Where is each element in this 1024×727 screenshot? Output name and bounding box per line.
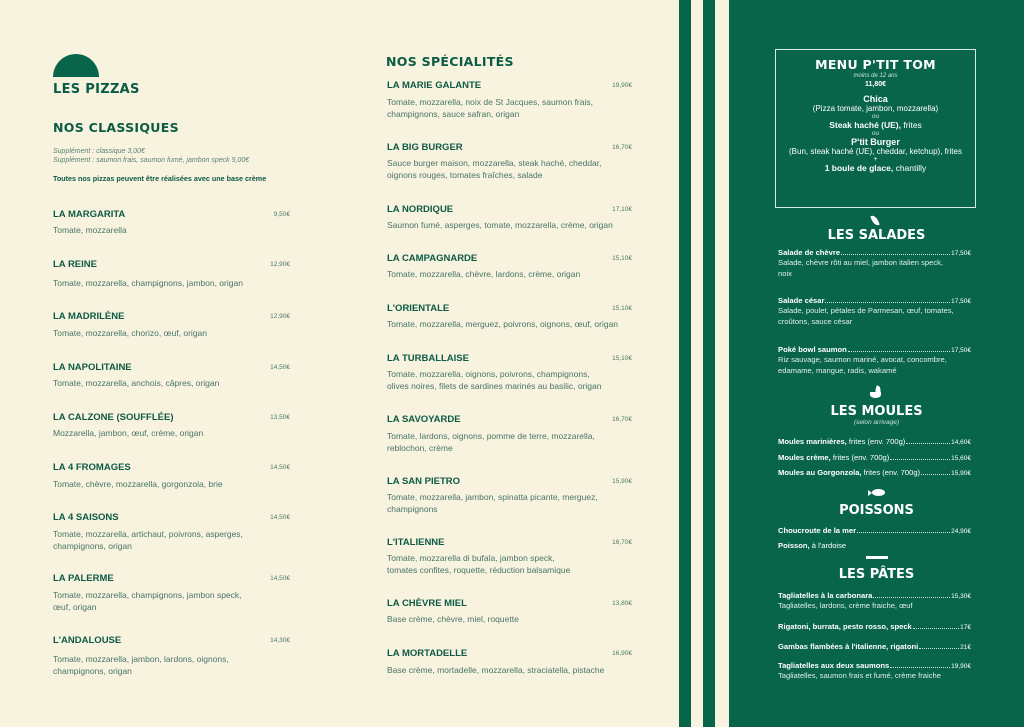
menu-item-price: 19,90€ [951,663,971,670]
menu-item-name: Choucroute de la mer [778,526,857,535]
pizza-semicircle-icon [53,54,99,77]
menu-item-description: champignons, sauce safran, origan [387,108,520,119]
menu-item-name: Gambas flambées à l'italienne, rigatoni [778,642,919,651]
menu-item-row [778,591,971,600]
menu-item-extra: à l'ardoise [809,541,847,550]
menu-item-price: 13,80€ [612,600,632,607]
section-title-specialites: NOS SPÉCIALITÉS [386,54,514,69]
menu-item-price: 14,50€ [270,575,290,582]
menu-item-price: 16,70€ [612,539,632,546]
menu-item-name: LA MORTADELLE [387,648,468,659]
menu-item-price: 14,50€ [270,364,290,371]
menu-item-description: oignons rouges, tomates fraîches, salade [387,169,543,180]
dot-leader [921,474,950,475]
dot-leader [913,628,959,629]
menu-item-price: 15,10€ [612,255,632,262]
menu-item-description: Base crème, mortadelle, mozzarella, straciatella, pistache [387,665,605,675]
menu-item-row [778,661,971,670]
menu-item-description: Tomate, chèvre, mozzarella, gorgonzola, brie [53,479,223,489]
menu-item-price: 9,50€ [273,211,290,218]
kids-choice-steak [776,120,975,130]
kids-dessert [776,163,975,173]
base-creme-note: Toutes nos pizzas peuvent être réalisées avec une base crème [53,174,267,183]
section-title-salades: LES SALADES [827,228,926,243]
menu-item-description: Sauce burger maison, mozzarella, steak haché, cheddar, [387,158,602,168]
menu-item-description: Riz sauvage, saumon mariné, avocat, concombre, [778,355,947,364]
menu-item-extra: frites (env. 700g) [861,468,921,477]
menu-item-price: 17€ [960,624,971,631]
menu-item-row [778,526,971,535]
menu-item-description: Base crème, chèvre, miel, roquette [387,614,519,624]
menu-item-price: 12,90€ [270,261,290,268]
dot-leader [848,351,950,352]
kids-choice-burger: P'tit Burger [851,137,900,147]
menu-item-price: 17,50€ [951,250,971,257]
menu-item-description: Tomate, mozzarella, champignons, jambon, origan [53,278,243,288]
menu-item-row [778,468,971,477]
menu-item-row [778,437,971,446]
menu-item-name: LA 4 FROMAGES [53,462,131,473]
menu-item-description: Tomate, mozzarella [53,225,127,235]
menu-item-row [778,345,971,354]
section-title-pizzas: LES PIZZAS [53,82,140,97]
leaves-icon [870,386,882,398]
menu-item-name: LA PALERME [53,573,114,584]
dot-leader [857,532,950,533]
dot-leader [919,648,959,649]
menu-item-name: Rigatoni, burrata, pesto rosso, speck [778,622,912,631]
kids-menu-title: MENU P'TIT TOM [815,57,936,72]
supplement-line: Supplément : classique 3,00€ [53,148,145,155]
menu-item-price: 16,70€ [612,144,632,151]
menu-item-name: Moules marinières, [778,437,847,446]
menu-item-description: noix [778,268,792,278]
menu-item-row [778,642,971,651]
kids-dessert-name: 1 boule de glace, [824,163,894,173]
menu-item-price: 12,90€ [270,313,290,320]
menu-item-price: 14,50€ [270,464,290,471]
menu-item-name: LA CALZONE (SOUFFLÉE) [53,412,174,423]
menu-item-description: Tomate, mozzarella, jambon, spinatta picante, merguez, [387,492,598,502]
section-title-pates: LES PÂTES [838,567,915,582]
menu-item-description: olives noires, filets de sardines marinés au basilic, origan [387,380,602,391]
menu-item-name: L'ORIENTALE [387,303,450,314]
menu-item-description: Tomate, mozzarella, merguez, poivrons, oignons, œuf, origan [387,319,619,329]
menu-item-extra: frites (env. 700g) [830,453,890,462]
menu-item-row [778,541,971,550]
kids-steak-side: frites [903,120,922,130]
menu-item-name: LA CHÈVRE MIEL [387,598,467,609]
kids-choice-desc: (Pizza tomate, jambon, mozzarella) [812,104,939,113]
menu-item-extra: frites (env. 700g) [846,437,906,446]
decorative-stripe [679,0,691,727]
menu-item-row [778,453,971,462]
menu-item-description: Tomate, mozzarella, champignons, jambon speck, [53,590,242,600]
menu-item-description: Tomate, mozzarella, chèvre, lardons, crème, origan [387,269,581,279]
fish-icon [868,489,886,496]
section-title-poissons: POISSONS [839,503,914,518]
menu-item-description: Tagliatelles, saumon frais et fumé, crème fraiche [778,671,941,680]
menu-item-description: tomates confites, roquette, réduction balsamique [387,564,571,575]
menu-item-name: Poisson, [778,541,810,550]
menu-item-name: LA SAVOYARDE [387,414,461,425]
menu-item-description: œuf, origan [53,601,97,612]
menu-item-price: 15,90€ [612,478,632,485]
menu-item-name: Tagliatelles à la carbonara [778,591,873,600]
menu-item-description: reblochon, crème [387,442,453,453]
menu-item-name: Moules au Gorgonzola, [778,468,862,477]
dot-leader [873,597,950,598]
menu-item-price: 14,30€ [270,637,290,644]
menu-item-price: 15,30€ [951,593,971,600]
menu-item-description: champignons [387,503,438,514]
menu-item-name: L'ITALIENNE [387,537,445,548]
kids-menu-price: 11,80€ [864,81,887,88]
menu-item-price: 24,90€ [951,528,971,535]
menu-item-name: LA 4 SAISONS [53,512,119,523]
menu-item-description: Tomate, lardons, oignons, pomme de terre, mozzarella, [387,431,595,441]
menu-item-row [778,248,971,257]
menu-item-name: LA BIG BURGER [387,142,463,153]
menu-item-name: Salade césar [778,296,825,305]
menu-item-description: croûtons, sauce césar [778,316,853,326]
menu-item-description: Tomate, mozzarella di bufala, jambon speck, [387,553,555,563]
pasta-bar-icon [866,556,888,559]
menu-item-name: L'ANDALOUSE [53,635,122,646]
menu-item-price: 15,90€ [951,470,971,477]
kids-plus: + [873,156,878,163]
menu-item-description: Salade, chèvre rôti au miel, jambon italien speck, [778,258,944,267]
menu-item-name: Salade de chèvre [778,248,841,257]
menu-item-name: LA MADRILÈNE [53,311,125,322]
menu-item-name: Poké bowl saumon [778,345,847,354]
menu-item-description: Salade, poulet, pétales de Parmesan, œuf, tomates, [778,306,954,315]
dot-leader [841,254,950,255]
kids-menu-box [775,49,976,208]
menu-item-name: LA CAMPAGNARDE [387,253,478,264]
menu-item-description: champignons, origan [53,665,132,676]
menu-item-price: 17,50€ [951,298,971,305]
decorative-stripe [703,0,715,727]
kids-or: ou [871,113,880,120]
menu-item-price: 13,50€ [270,414,290,421]
menu-item-description: Saumon fumé, asperges, tomate, mozzarella, crème, origan [387,220,613,230]
menu-item-description: Tomate, mozzarella, anchois, câpres, origan [53,378,220,388]
menu-item-name: Moules crème, [778,453,831,462]
menu-item-price: 16,70€ [612,416,632,423]
menu-item-description: champignons, origan [53,540,132,551]
kids-choice-chica: Chica [863,94,888,104]
menu-item-description: edamame, mangue, radis, wakamé [778,365,897,375]
subsection-title-classiques: NOS CLASSIQUES [53,120,179,135]
section-title-moules: LES MOULES [830,404,923,419]
menu-item-price: 15,60€ [951,455,971,462]
menu-item-price: 19,90€ [612,82,632,89]
menu-item-name: Tagliatelles aux deux saumons [778,661,890,670]
menu-item-price: 14,60€ [951,439,971,446]
menu-item-name: LA MARIE GALANTE [387,80,482,91]
menu-item-description: Tomate, mozzarella, artichaut, poivrons, asperges, [53,529,243,539]
dot-leader [890,459,950,460]
kids-or: ou [871,130,880,137]
menu-item-description: Tomate, mozzarella, chorizo, œuf, origan [53,328,208,338]
menu-item-description: Tomate, mozzarella, oignons, poivrons, champignons, [387,369,590,379]
dot-leader [825,302,950,303]
menu-item-price: 16,90€ [612,650,632,657]
menu-item-name: LA MARGARITA [53,209,126,220]
menu-item-description: Tomate, mozzarella, noix de St Jacques, saumon frais, [387,97,593,107]
menu-item-description: Tomate, mozzarella, jambon, lardons, oignons, [53,654,229,664]
menu-item-price: 15,10€ [612,305,632,312]
menu-item-price: 21€ [960,644,971,651]
menu-item-name: LA SAN PIETRO [387,476,461,487]
kids-menu-age: moins de 12 ans [853,73,898,79]
kids-dessert-extra: chantilly [895,163,927,173]
menu-item-price: 15,10€ [612,355,632,362]
dot-leader [906,443,950,444]
supplement-line: Supplément : saumon frais, saumon fumé, jambon speck 5,00€ [53,157,250,164]
menu-item-description: Tagliatelles, lardons, crème fraiche, œuf [778,601,913,610]
menu-item-price: 14,50€ [270,514,290,521]
menu-item-row [778,296,971,305]
menu-item-price: 17,10€ [612,206,632,213]
kids-burger-desc: (Bun, steak haché (UE), cheddar, ketchup), frites [789,147,962,156]
menu-item-name: LA TURBALLAISE [387,353,469,364]
moules-subtitle: (selon arrivage) [853,419,900,426]
menu-item-name: LA NORDIQUE [387,204,454,215]
dot-leader [890,667,950,668]
menu-item-name: LA NAPOLITAINE [53,362,132,373]
menu-item-description: Mozzarella, jambon, œuf, crème, origan [53,428,204,438]
menu-item-row [778,622,971,631]
menu-item-name: LA REINE [53,259,97,270]
kids-steak-name: Steak haché (UE), [829,120,901,130]
menu-item-price: 17,50€ [951,347,971,354]
